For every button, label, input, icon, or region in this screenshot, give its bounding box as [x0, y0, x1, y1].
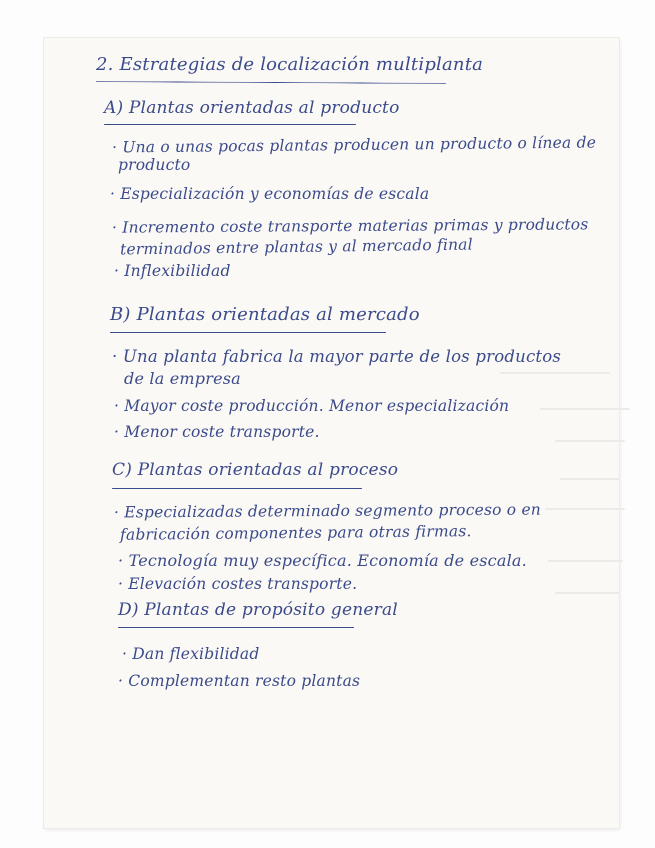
section-d-line: · Dan flexibilidad — [122, 645, 260, 663]
section-b-underline — [110, 332, 386, 333]
section-c-line: · Especializadas determinado segmento proceso o en — [113, 500, 542, 522]
section-b-line: · Mayor coste producción. Menor especialización — [114, 397, 510, 415]
section-b-line: · Menor coste transporte. — [114, 423, 320, 441]
bleed-through-mark — [545, 508, 625, 510]
section-heading-b: B) Plantas orientadas al mercado — [110, 304, 420, 325]
section-a-line: terminados entre plantas y al mercado final — [119, 235, 473, 259]
section-a-line: producto — [118, 156, 191, 174]
section-c-line: · Elevación costes transporte. — [118, 575, 358, 593]
section-c-line: · Tecnología muy específica. Economía de escala. — [118, 551, 527, 570]
section-a-line: · Una o unas pocas plantas producen un producto o línea de — [111, 133, 597, 157]
bleed-through-mark — [555, 440, 625, 442]
section-a-line: · Inflexibilidad — [114, 262, 231, 280]
section-b-line: de la empresa — [124, 369, 241, 388]
bleed-through-mark — [540, 408, 630, 410]
section-a-underline — [104, 124, 356, 125]
section-c-underline — [112, 488, 362, 489]
bleed-through-mark — [500, 372, 610, 374]
bleed-through-mark — [560, 478, 620, 480]
section-a-line: · Incremento coste transporte materias primas y productos — [111, 215, 589, 237]
bleed-through-mark — [555, 592, 620, 594]
section-heading-a: A) Plantas orientadas al producto — [104, 98, 400, 118]
section-c-line: fabricación componentes para otras firmas. — [119, 522, 472, 544]
bleed-through-mark — [548, 560, 623, 562]
section-d-underline — [118, 627, 354, 628]
section-d-line: · Complementan resto plantas — [118, 672, 361, 690]
section-heading-c: C) Plantas orientadas al proceso — [112, 460, 399, 480]
section-heading-d: D) Plantas de propósito general — [118, 600, 398, 620]
section-a-line: · Especialización y economías de escala — [110, 185, 430, 203]
page-title: 2. Estrategias de localización multiplanta — [96, 54, 484, 75]
section-b-line: · Una planta fabrica la mayor parte de los productos — [112, 347, 562, 366]
